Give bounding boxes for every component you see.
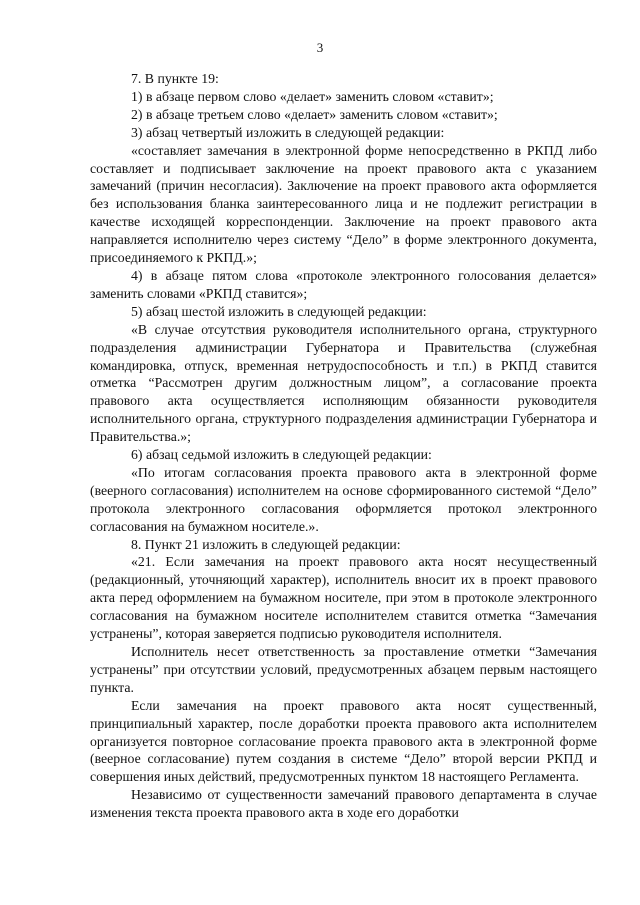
paragraph-item-7-heading: 7. В пункте 19: (131, 71, 219, 86)
document-body (90, 70, 597, 822)
paragraph-point-21-part-2: Исполнитель несет ответственность за проставление отметки “Замечания устранены” при отсутствии условий, предусмотренных абзацем первым настоящего пункта. (90, 644, 597, 695)
paragraph-quote-paragraph-7: «По итогам согласования проекта правового акта в электронной форме (веерного согласования) исполнителем на основе сформированного системой “Дело” протокола электронного согласования оформляется протокол электронного согласования на бумажном носителе.». (90, 464, 597, 534)
paragraph-point-21-part-4: Независимо от существенности замечаний правового департамента в случае изменения текста проекта правового акта в ходе его доработки (90, 787, 597, 821)
paragraph-subitem-6: 6) абзац седьмой изложить в следующей редакции: (131, 447, 432, 463)
paragraph-subitem-4: 4) в абзаце пятом слова «протоколе электронного голосования делается» заменить словами «РКПД ставится»; (90, 267, 597, 301)
paragraph-subitem-2: 2) в абзаце третьем слово «делает» заменить словом «ставит»; (131, 106, 498, 122)
paragraph-subitem-5: 5) абзац шестой изложить в следующей редакции: (131, 303, 427, 319)
paragraph-quote-paragraph-6: «В случае отсутствия руководителя исполнительного органа, структурного подразделения администрации Губернатора и Правительства (служебная командировка, отпуск, временная нетрудоспособность и т.п.) в РКПД ставится отметка “Рассмотрен другим должностным лицом”, а согласование проекта правового акта осуществляется исполняющим обязанности руководителя исполнительного органа, структурного подразделения администрации Губернатора и Правительства.»; (90, 321, 597, 445)
paragraph-quote-paragraph-4: «составляет замечания в электронной форме непосредственно в РКПД либо составляет и подписывает заключение на проект правового акта с указанием замечаний (причин несогласия). Заключение на проект правового акта оформляется без использования бланка заинтересованного лица и не подлежит регистрации в качестве исходящей корреспонденции. Заключение на проект правового акта направляется исполнителю через систему “Дело” в форме электронного документа, присоединяемого к РКПД.»; (90, 142, 597, 266)
paragraph-subitem-1: 1) в абзаце первом слово «делает» заменить словом «ставит»; (131, 88, 494, 104)
paragraph-item-8-heading: 8. Пункт 21 изложить в следующей редакции: (131, 536, 401, 552)
paragraph-point-21-part-3: Если замечания на проект правового акта носят существенный, принципиальный характер, после доработки проекта правового акта исполнителем организуется повторное согласование проекта правового акта в электронной форме (веерное согласование) путем создания в системе “Дело” второй версии РКПД и совершения иных действий, предусмотренных пунктом 18 настоящего Регламента. (90, 697, 597, 785)
paragraph-point-21-part-1: «21. Если замечания на проект правового акта носят несущественный (редакционный, уточняющий характер), исполнитель вносит их в проект правового акта перед оформлением на бумажном носителе, при этом в протоколе электронного согласования на бумажном носителе исполнителем ставится отметка “Замечания устранены”, которая заверяется подписью руководителя исполнителя. (90, 554, 597, 642)
paragraph-subitem-3: 3) абзац четвертый изложить в следующей редакции: (131, 124, 445, 140)
page-number: 3 (316, 40, 324, 55)
